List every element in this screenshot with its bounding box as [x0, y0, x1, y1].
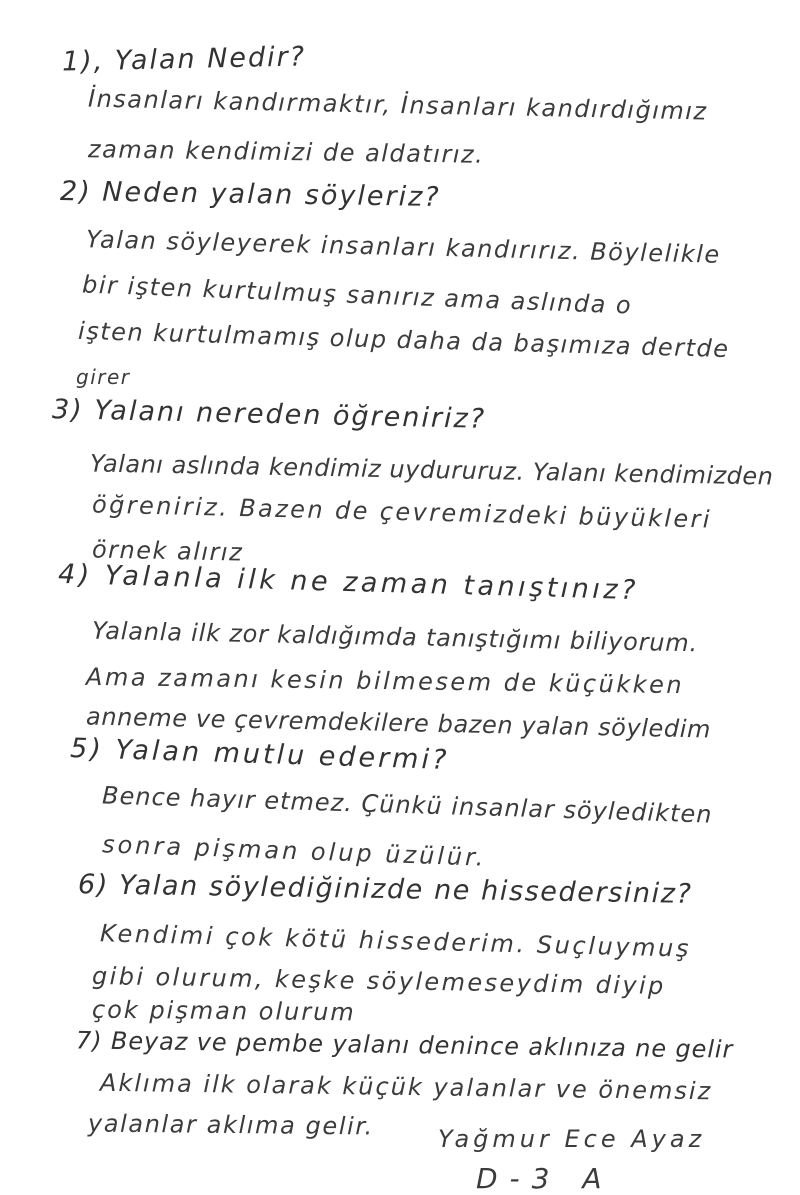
answer-3-line-1: Yalanı aslında kendimiz uydururuz. Yalanı kendimizden: [89, 449, 774, 491]
answer-6-line-2: gibi olurum, keşke söylemeseydim diyip: [91, 961, 666, 1001]
answer-2-line-3: işten kurtulmamış olup daha da başımıza dertde: [77, 316, 730, 364]
answer-4-line-3: anneme ve çevremdekilere bazen yalan söyledim: [85, 702, 712, 744]
question-5: 5) Yalan mutlu edermi?: [69, 733, 450, 776]
answer-6-line-1: Kendimi çok kötü hissederim. Suçluymuş: [99, 919, 692, 963]
question-7: 7) Beyaz ve pembe yalanı denince aklınıza ne gelir: [75, 1026, 734, 1064]
answer-5-line-2: sonra pişman olup üzülür.: [101, 830, 487, 872]
question-4: 4) Yalanla ilk ne zaman tanıştınız?: [57, 558, 640, 607]
answer-4-line-2: Ama zamanı kesin bilmesem de küçükken: [85, 662, 685, 700]
question-1: 1), Yalan Nedir?: [61, 41, 307, 78]
question-3: 3) Yalanı nereden öğreniriz?: [51, 394, 487, 435]
answer-3-line-3: örnek alırız: [91, 535, 244, 567]
question-6: 6) Yalan söylediğinizde ne hissedersiniz?: [77, 869, 693, 910]
answer-4-line-1: Yalanla ilk zor kaldığımda tanıştığımı biliyorum.: [91, 616, 699, 658]
answer-1-line-2: zaman kendimizi de aldatırız.: [87, 135, 485, 169]
question-2: 2) Neden yalan söyleriz?: [59, 176, 441, 213]
signature-name: Yağmur Ece Ayaz: [438, 1125, 706, 1153]
signature-class: D-3 A: [476, 1162, 614, 1195]
answer-2-line-4: girer: [76, 365, 131, 389]
answer-1-line-1: İnsanları kandırmaktır, İnsanları kandırdığımız: [87, 84, 708, 126]
answer-2-line-1: Yalan söyleyerek insanları kandırırız. Böylelikle: [85, 225, 722, 269]
answer-3-line-2: öğreniriz. Bazen de çevremizdeki büyükleri: [91, 490, 713, 534]
answer-2-line-2: bir işten kurtulmuş sanırız ama aslında o: [81, 270, 633, 320]
answer-6-line-3: çok pişman olurum: [91, 995, 356, 1027]
answer-5-line-1: Bence hayır etmez. Çünkü insanlar söyledikten: [101, 781, 713, 829]
answer-7-line-1: Aklıma ilk olarak küçük yalanlar ve önemsiz: [99, 1068, 713, 1106]
answer-7-line-2: yalanlar aklıma gelir.: [87, 1109, 374, 1141]
